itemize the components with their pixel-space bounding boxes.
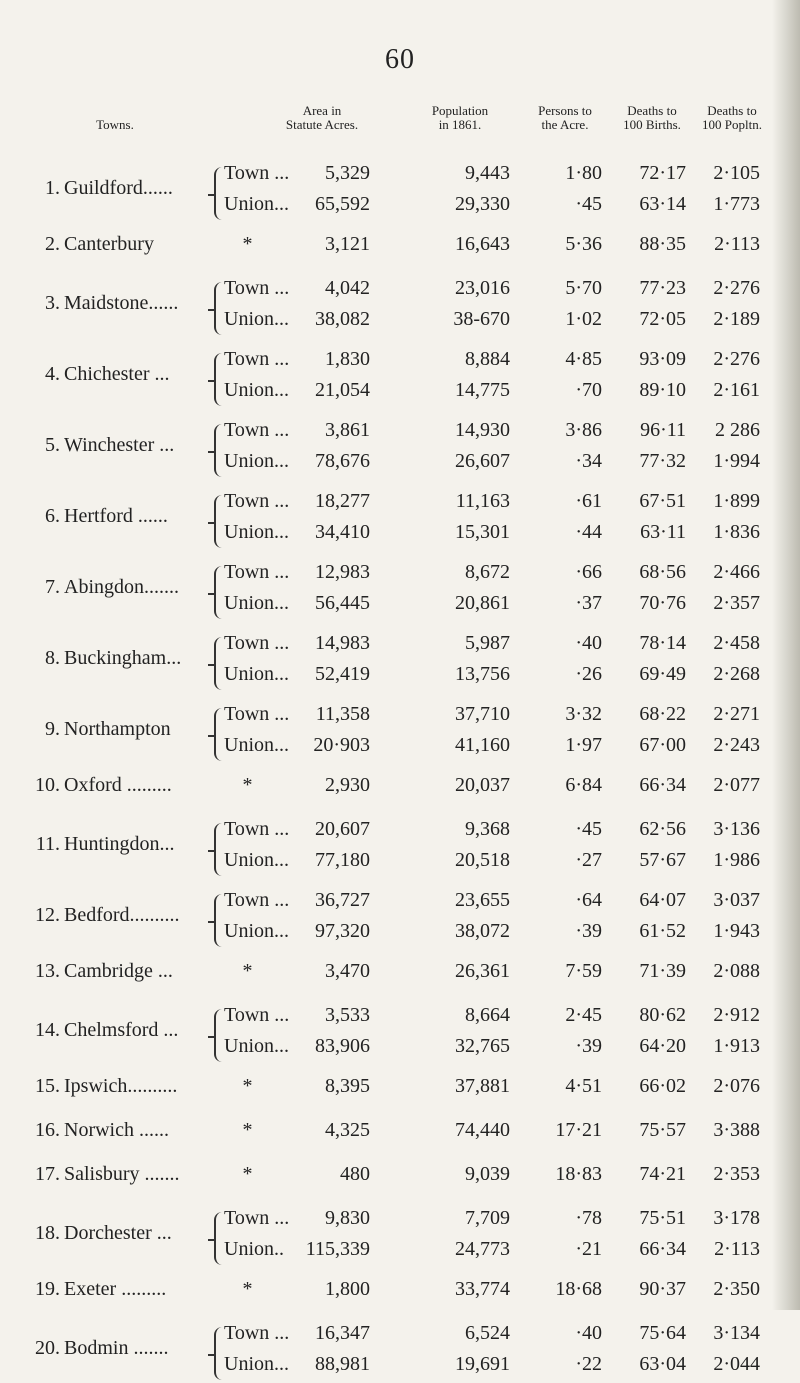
population-1861: 29,330 — [455, 192, 510, 215]
deaths-per-100-population: 1·943 — [713, 919, 760, 942]
district-label: Union... — [224, 378, 289, 401]
population-1861: 38-670 — [453, 307, 510, 330]
town-index: 1. — [45, 177, 60, 200]
district-label: Town ... — [224, 419, 290, 441]
area-acres: 9,830 — [325, 1207, 370, 1229]
population-1861: 37,881 — [455, 1075, 510, 1097]
population-1861: 8,672 — [465, 561, 510, 583]
deaths-per-100-births: 77·32 — [639, 449, 686, 472]
page-edge-shadow — [772, 0, 800, 1310]
town-index: 6. — [45, 505, 60, 528]
deaths-per-100-births: 63·04 — [639, 1352, 686, 1375]
asterisk-marker: * — [242, 1075, 253, 1097]
persons-per-acre: 18·83 — [555, 1163, 602, 1185]
persons-per-acre: ·26 — [575, 662, 602, 685]
persons-per-acre: 5·70 — [565, 277, 602, 299]
deaths-per-100-births: 71·39 — [639, 960, 686, 982]
population-1861: 20,518 — [455, 848, 510, 871]
population-1861: 20,861 — [455, 591, 510, 614]
deaths-per-100-births: 67·51 — [639, 490, 686, 512]
town-name: Maidstone...... — [64, 292, 179, 315]
persons-per-acre: 4·85 — [565, 348, 602, 370]
district-label: Union... — [224, 449, 289, 472]
deaths-per-100-births: 75·51 — [639, 1207, 686, 1229]
persons-per-acre: ·45 — [575, 192, 602, 215]
deaths-per-100-population: 2·044 — [713, 1352, 760, 1375]
population-1861: 13,756 — [455, 662, 510, 685]
area-acres: 78,676 — [315, 449, 370, 472]
area-acres: 21,054 — [315, 378, 370, 401]
town-row — [0, 561, 800, 622]
area-acres: 5,329 — [325, 162, 370, 184]
town-row — [0, 818, 800, 879]
persons-per-acre: ·39 — [575, 1034, 602, 1057]
deaths-per-100-population: 3·388 — [713, 1119, 760, 1141]
district-label: Union.. — [224, 1237, 284, 1260]
town-name: Dorchester ... — [64, 1222, 172, 1245]
town-index: 19. — [35, 1278, 60, 1300]
population-1861: 26,361 — [455, 960, 510, 982]
deaths-per-100-population: 2·268 — [713, 662, 760, 685]
population-1861: 7,709 — [465, 1207, 510, 1229]
area-acres: 20·903 — [313, 733, 370, 756]
deaths-per-100-population: 2·113 — [714, 233, 760, 255]
district-label: Union... — [224, 919, 289, 942]
deaths-per-100-population: 2·076 — [713, 1075, 760, 1097]
persons-per-acre: ·78 — [575, 1207, 602, 1229]
persons-per-acre: 7·59 — [565, 960, 602, 982]
population-1861: 41,160 — [455, 733, 510, 756]
deaths-per-100-births: 66·02 — [639, 1075, 686, 1097]
town-row — [0, 233, 800, 264]
population-1861: 38,072 — [455, 919, 510, 942]
area-acres: 83,906 — [315, 1034, 370, 1057]
deaths-per-100-population: 2·350 — [713, 1278, 760, 1300]
town-index: 11. — [35, 833, 60, 856]
district-label: Town ... — [224, 818, 290, 840]
town-row — [0, 1322, 800, 1383]
persons-per-acre: ·66 — [575, 561, 602, 583]
population-1861: 6,524 — [465, 1322, 510, 1344]
town-index: 3. — [45, 292, 60, 315]
deaths-per-100-population: 2·271 — [713, 703, 760, 725]
area-acres: 12,983 — [315, 561, 370, 583]
deaths-per-100-population: 3·037 — [713, 889, 760, 911]
district-label: Town ... — [224, 889, 290, 911]
town-index: 20. — [35, 1337, 60, 1360]
asterisk-marker: * — [242, 233, 253, 255]
district-label: Town ... — [224, 632, 290, 654]
asterisk-marker: * — [242, 960, 253, 982]
area-acres: 77,180 — [315, 848, 370, 871]
area-acres: 11,358 — [315, 703, 370, 725]
town-name: Guildford...... — [64, 177, 173, 200]
deaths-per-100-population: 1·986 — [713, 848, 760, 871]
population-1861: 14,775 — [455, 378, 510, 401]
population-1861: 9,443 — [465, 162, 510, 184]
deaths-per-100-population: 1·899 — [713, 490, 760, 512]
area-acres: 52,419 — [315, 662, 370, 685]
brace — [214, 424, 223, 477]
deaths-per-100-births: 64·07 — [639, 889, 686, 911]
deaths-per-100-births: 74·21 — [639, 1163, 686, 1185]
town-name: Chelmsford ... — [64, 1019, 179, 1042]
district-label: Union... — [224, 733, 289, 756]
header-persons-per-acre: Persons to the Acre. — [538, 103, 592, 132]
district-label: Union... — [224, 307, 289, 330]
persons-per-acre: ·64 — [575, 889, 602, 911]
district-label: Union... — [224, 848, 289, 871]
persons-per-acre: ·22 — [575, 1352, 602, 1375]
district-label: Town ... — [224, 490, 290, 512]
town-index: 14. — [35, 1019, 60, 1042]
district-label: Union... — [224, 1352, 289, 1375]
town-index: 17. — [35, 1163, 60, 1185]
deaths-per-100-births: 80·62 — [639, 1004, 686, 1026]
deaths-per-100-population: 3·134 — [713, 1322, 760, 1344]
town-name: Chichester ... — [64, 363, 170, 386]
persons-per-acre: ·61 — [575, 490, 602, 512]
population-1861: 33,774 — [455, 1278, 510, 1300]
district-label: Union... — [224, 1034, 289, 1057]
area-acres: 65,592 — [315, 192, 370, 215]
town-name: Northampton — [64, 718, 171, 741]
area-acres: 97,320 — [315, 919, 370, 942]
brace — [214, 1212, 223, 1265]
district-label: Union... — [224, 192, 289, 215]
district-label: Town ... — [224, 348, 290, 370]
district-label: Town ... — [224, 1207, 290, 1229]
persons-per-acre: ·44 — [575, 520, 602, 543]
deaths-per-100-population: 2·077 — [713, 774, 760, 796]
persons-per-acre: ·37 — [575, 591, 602, 614]
deaths-per-100-population: 1·836 — [713, 520, 760, 543]
deaths-per-100-population: 2·353 — [713, 1163, 760, 1185]
town-row — [0, 632, 800, 693]
town-row — [0, 162, 800, 223]
town-index: 15. — [35, 1075, 60, 1097]
town-index: 13. — [35, 960, 60, 982]
brace — [214, 1327, 223, 1380]
area-acres: 1,800 — [325, 1278, 370, 1300]
town-name: Bodmin ....... — [64, 1337, 169, 1360]
persons-per-acre: ·40 — [575, 1322, 602, 1344]
town-index: 4. — [45, 363, 60, 386]
area-acres: 4,042 — [325, 277, 370, 299]
header-deaths-per-births: Deaths to 100 Births. — [623, 103, 681, 132]
persons-per-acre: 17·21 — [555, 1119, 602, 1141]
district-label: Town ... — [224, 1322, 290, 1344]
town-index: 10. — [35, 774, 60, 796]
town-row — [0, 889, 800, 950]
area-acres: 14,983 — [315, 632, 370, 654]
persons-per-acre: ·40 — [575, 632, 602, 654]
deaths-per-100-population: 2·276 — [713, 348, 760, 370]
town-row — [0, 703, 800, 764]
deaths-per-100-births: 78·14 — [639, 632, 686, 654]
population-1861: 20,037 — [455, 774, 510, 796]
brace — [214, 353, 223, 406]
town-row — [0, 1004, 800, 1065]
area-acres: 2,930 — [325, 774, 370, 796]
deaths-per-100-births: 72·05 — [639, 307, 686, 330]
town-index: 5. — [45, 434, 60, 457]
town-name: Bedford.......... — [64, 904, 180, 927]
persons-per-acre: ·21 — [575, 1237, 602, 1260]
town-name: Oxford ......... — [64, 774, 172, 796]
deaths-per-100-population: 3·178 — [713, 1207, 760, 1229]
area-acres: 480 — [340, 1163, 370, 1185]
brace — [214, 637, 223, 690]
deaths-per-100-births: 66·34 — [639, 1237, 686, 1260]
deaths-per-100-births: 64·20 — [639, 1034, 686, 1057]
town-name: Salisbury ....... — [64, 1163, 180, 1185]
population-1861: 23,655 — [455, 889, 510, 911]
deaths-per-100-population: 2·161 — [713, 378, 760, 401]
brace — [214, 566, 223, 619]
population-1861: 32,765 — [455, 1034, 510, 1057]
town-row — [0, 277, 800, 338]
population-1861: 19,691 — [455, 1352, 510, 1375]
town-index: 18. — [35, 1222, 60, 1245]
town-index: 16. — [35, 1119, 60, 1141]
area-acres: 88,981 — [315, 1352, 370, 1375]
persons-per-acre: 3·32 — [565, 703, 602, 725]
town-name: Ipswich.......... — [64, 1075, 178, 1097]
area-acres: 16,347 — [315, 1322, 370, 1344]
header-area: Area in Statute Acres. — [285, 103, 359, 132]
town-index: 7. — [45, 576, 60, 599]
deaths-per-100-births: 69·49 — [639, 662, 686, 685]
town-name: Hertford ...... — [64, 505, 168, 528]
persons-per-acre: 1·97 — [565, 733, 602, 756]
deaths-per-100-population: 2·113 — [714, 1237, 760, 1260]
persons-per-acre: 3·86 — [565, 419, 602, 441]
brace — [214, 823, 223, 876]
town-name: Abingdon....... — [64, 576, 179, 599]
deaths-per-100-population: 2·243 — [713, 733, 760, 756]
deaths-per-100-births: 90·37 — [639, 1278, 686, 1300]
population-1861: 8,664 — [465, 1004, 510, 1026]
persons-per-acre: 2·45 — [565, 1004, 602, 1026]
brace — [214, 708, 223, 761]
persons-per-acre: ·70 — [575, 378, 602, 401]
deaths-per-100-births: 57·67 — [639, 848, 686, 871]
district-label: Town ... — [224, 1004, 290, 1026]
population-1861: 26,607 — [455, 449, 510, 472]
persons-per-acre: 5·36 — [565, 233, 602, 255]
persons-per-acre: ·34 — [575, 449, 602, 472]
deaths-per-100-population: 2·189 — [713, 307, 760, 330]
town-name: Canterbury — [64, 233, 154, 255]
header-deaths-per-population: Deaths to 100 Popltn. — [702, 103, 762, 132]
district-label: Union... — [224, 662, 289, 685]
persons-per-acre: 4·51 — [565, 1075, 602, 1097]
header-towns: Towns. — [96, 117, 134, 132]
deaths-per-100-births: 62·56 — [639, 818, 686, 840]
town-row — [0, 490, 800, 551]
brace — [214, 894, 223, 947]
area-acres: 3,533 — [325, 1004, 370, 1026]
persons-per-acre: 6·84 — [565, 774, 602, 796]
area-acres: 4,325 — [325, 1119, 370, 1141]
persons-per-acre: 18·68 — [555, 1278, 602, 1300]
population-1861: 37,710 — [455, 703, 510, 725]
population-1861: 23,016 — [455, 277, 510, 299]
deaths-per-100-population: 2·276 — [713, 277, 760, 299]
area-acres: 115,339 — [305, 1237, 370, 1260]
population-1861: 15,301 — [455, 520, 510, 543]
town-row — [0, 1163, 800, 1194]
town-name: Huntingdon... — [64, 833, 175, 856]
town-index: 2. — [45, 233, 60, 255]
town-row — [0, 1278, 800, 1309]
asterisk-marker: * — [242, 1278, 253, 1300]
district-label: Town ... — [224, 277, 290, 299]
town-name: Exeter ......... — [64, 1278, 167, 1300]
population-1861: 5,987 — [465, 632, 510, 654]
area-acres: 38,082 — [315, 307, 370, 330]
area-acres: 1,830 — [325, 348, 370, 370]
deaths-per-100-births: 88·35 — [639, 233, 686, 255]
town-index: 12. — [35, 904, 60, 927]
area-acres: 56,445 — [315, 591, 370, 614]
page-number: 60 — [385, 44, 415, 75]
deaths-per-100-births: 93·09 — [639, 348, 686, 370]
brace — [214, 1009, 223, 1062]
deaths-per-100-births: 75·57 — [639, 1119, 686, 1141]
area-acres: 3,470 — [325, 960, 370, 982]
town-index: 9. — [45, 718, 60, 741]
deaths-per-100-population: 2·357 — [713, 591, 760, 614]
population-1861: 9,368 — [465, 818, 510, 840]
deaths-per-100-births: 96·11 — [640, 419, 686, 441]
town-row — [0, 774, 800, 805]
deaths-per-100-population: 2·105 — [713, 162, 760, 184]
population-1861: 74,440 — [455, 1119, 510, 1141]
deaths-per-100-births: 63·11 — [640, 520, 686, 543]
area-acres: 34,410 — [315, 520, 370, 543]
deaths-per-100-births: 63·14 — [639, 192, 686, 215]
asterisk-marker: * — [242, 774, 253, 796]
town-name: Winchester ... — [64, 434, 175, 457]
deaths-per-100-population: 2·458 — [713, 632, 760, 654]
deaths-per-100-population: 1·913 — [713, 1034, 760, 1057]
area-acres: 18,277 — [315, 490, 370, 512]
population-1861: 9,039 — [465, 1163, 510, 1185]
deaths-per-100-births: 89·10 — [639, 378, 686, 401]
district-label: Town ... — [224, 703, 290, 725]
brace — [214, 495, 223, 548]
area-acres: 36,727 — [315, 889, 370, 911]
deaths-per-100-population: 2·466 — [713, 561, 760, 583]
town-name: Buckingham... — [64, 647, 182, 670]
deaths-per-100-births: 68·22 — [639, 703, 686, 725]
town-row — [0, 348, 800, 409]
asterisk-marker: * — [242, 1119, 253, 1141]
population-1861: 8,884 — [465, 348, 510, 370]
town-row — [0, 1119, 800, 1150]
deaths-per-100-births: 66·34 — [639, 774, 686, 796]
brace — [214, 282, 223, 335]
deaths-per-100-births: 72·17 — [639, 162, 686, 184]
district-label: Union... — [224, 591, 289, 614]
persons-per-acre: 1·80 — [565, 162, 602, 184]
deaths-per-100-births: 75·64 — [639, 1322, 686, 1344]
town-row — [0, 960, 800, 991]
header-population: Population in 1861. — [431, 103, 489, 132]
persons-per-acre: ·27 — [575, 848, 602, 871]
deaths-per-100-population: 1·773 — [713, 192, 760, 215]
town-name: Cambridge ... — [64, 960, 173, 982]
town-row — [0, 419, 800, 480]
persons-per-acre: ·39 — [575, 919, 602, 942]
deaths-per-100-population: 2·088 — [713, 960, 760, 982]
district-label: Town ... — [224, 561, 290, 583]
deaths-per-100-population: 3·136 — [713, 818, 760, 840]
deaths-per-100-births: 68·56 — [639, 561, 686, 583]
town-index: 8. — [45, 647, 60, 670]
persons-per-acre: 1·02 — [565, 307, 602, 330]
area-acres: 3,121 — [325, 233, 370, 255]
area-acres: 20,607 — [315, 818, 370, 840]
deaths-per-100-population: 2 286 — [715, 419, 760, 441]
deaths-per-100-births: 67·00 — [639, 733, 686, 756]
deaths-per-100-births: 61·52 — [639, 919, 686, 942]
deaths-per-100-population: 1·994 — [713, 449, 760, 472]
persons-per-acre: ·45 — [575, 818, 602, 840]
town-name: Norwich ...... — [64, 1119, 169, 1141]
population-1861: 14,930 — [455, 419, 510, 441]
town-row — [0, 1075, 800, 1106]
population-1861: 16,643 — [455, 233, 510, 255]
population-1861: 11,163 — [455, 490, 510, 512]
deaths-per-100-population: 2·912 — [713, 1004, 760, 1026]
district-label: Town ... — [224, 162, 290, 184]
area-acres: 8,395 — [325, 1075, 370, 1097]
district-label: Union... — [224, 520, 289, 543]
area-acres: 3,861 — [325, 419, 370, 441]
deaths-per-100-births: 70·76 — [639, 591, 686, 614]
asterisk-marker: * — [242, 1163, 253, 1185]
brace — [214, 167, 223, 220]
population-1861: 24,773 — [455, 1237, 510, 1260]
deaths-per-100-births: 77·23 — [639, 277, 686, 299]
town-row — [0, 1207, 800, 1268]
